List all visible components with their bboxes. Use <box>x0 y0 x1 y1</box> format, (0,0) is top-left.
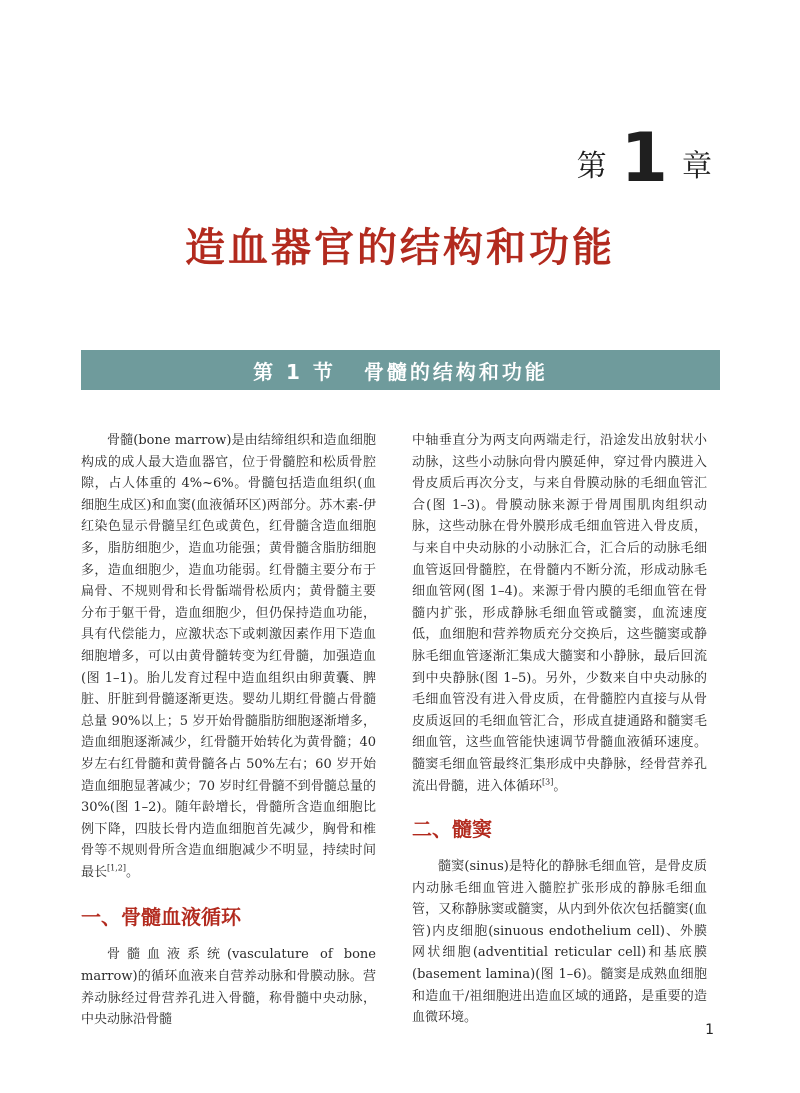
heading-sinus: 二、髓窦 <box>412 817 492 842</box>
heading-bone-marrow-circulation: 一、骨髓血液循环 <box>81 905 241 930</box>
section-title: 骨髓的结构和功能 <box>363 359 548 384</box>
chapter-suffix: 章 <box>682 148 712 184</box>
page-number: 1 <box>705 1022 714 1038</box>
chapter-prefix: 第 <box>576 148 607 184</box>
chapter-number <box>576 119 712 198</box>
left-column <box>81 430 376 1031</box>
right-column <box>412 430 707 1029</box>
intro-paragraph: 骨髓(bone marrow)是由结缔组织和造血细胞构成的成人最大造血器官，位于骨髓腔和松质骨腔隙，占人体重的 4%~6%。骨髓包括造血组织(血细胞生成区)和血窦(血液循环区)两部分。苏木素-伊红染色显示骨髓呈红色或黄色，红骨髓含造血细胞多，脂肪细胞少，造血功能强；黄骨髓含脂肪细胞多，造血细胞少，造血功能弱。红骨髓主要分布于扁骨、不规则骨和长骨骺端骨松质内；黄骨髓主要分布于躯干骨，造血细胞少，但仍保持造血功能，具有代偿能力，应激状态下或刺激因素作用下造血细胞增多，可以由黄骨髓转变为红骨髓，加强造血(图 1–1)。胎儿发育过程中造血组织由卵黄囊、脾脏、肝脏到骨髓逐渐更迭。婴幼儿期红骨髓占骨髓总量 90%以上；5 岁开始骨髓脂肪细胞逐渐增多，造血细胞逐渐减少，红骨髓开始转化为黄骨髓；40 岁左右红骨髓和黄骨髓各占 50%左右；60 岁开始造血细胞显著减少；70 岁时红骨髓不到骨髓总量的 30%(图 1–2)。随年龄增长，骨髓所含造血细胞比例下降，四肢长骨内造血细胞首先减少，胸骨和椎骨等不规则骨所含造血细胞减少不明显，持续时间最长[1,2]。 <box>81 433 376 880</box>
sinus-paragraph: 髓窦(sinus)是特化的静脉毛细血管，是骨皮质内动脉毛细血管进入髓腔扩张形成的静脉毛细血管，又称静脉窦或髓窦，从内到外依次包括髓窦(血管)内皮细胞(sinuous endothelium cell)、外膜网状细胞(adventitial reticular cell)和基底膜(basement lamina)(图 1–6)。髓窦是成熟血细胞和造血干/祖细胞进出造血区域的通路，是重要的造血微环境。 <box>412 859 707 1026</box>
chapter-title: 造血器官的结构和功能 <box>185 225 615 271</box>
section-label: 第 1 节 <box>253 359 336 384</box>
chapter-digit: 1 <box>620 119 668 198</box>
citation-ref: [3] <box>542 777 554 787</box>
citation-ref: [1,2] <box>107 863 126 873</box>
circulation-paragraph: 骨髓血液系统(vasculature of bone marrow)的循环血液来自营养动脉和骨膜动脉。营养动脉经过骨营养孔进入骨髓，称骨髓中央动脉，中央动脉沿骨髓 <box>81 947 376 1028</box>
section-header <box>81 350 720 390</box>
continuation-paragraph: 中轴垂直分为两支向两端走行，沿途发出放射状小动脉，这些小动脉向骨内膜延伸，穿过骨内膜进入骨皮质后再次分支，与来自骨膜动脉的毛细血管汇合(图 1–3)。骨膜动脉来源于骨周围肌肉组织动脉，这些动脉在骨外膜形成毛细血管进入骨皮质，与来自中央动脉的小动脉汇合，汇合后的动脉毛细血管返回骨髓腔，在骨髓内不断分流，形成动脉毛细血管网(图 1–4)。来源于骨内膜的毛细血管在骨髓内扩张，形成静脉毛细血管或髓窦，血流速度低，血细胞和营养物质充分交换后，这些髓窦或静脉毛细血管逐渐汇集成大髓窦和小静脉，最后回流到中央静脉(图 1–5)。另外，少数来自中央动脉的毛细血管没有进入骨皮质，在骨髓腔内直接与从骨皮质返回的毛细血管汇合，形成直捷通路和髓窦毛细血管，这些血管能快速调节骨髓血液循环速度。髓窦毛细血管最终汇集形成中央静脉，经骨营养孔流出骨髓，进入体循环[3]。 <box>412 433 707 794</box>
